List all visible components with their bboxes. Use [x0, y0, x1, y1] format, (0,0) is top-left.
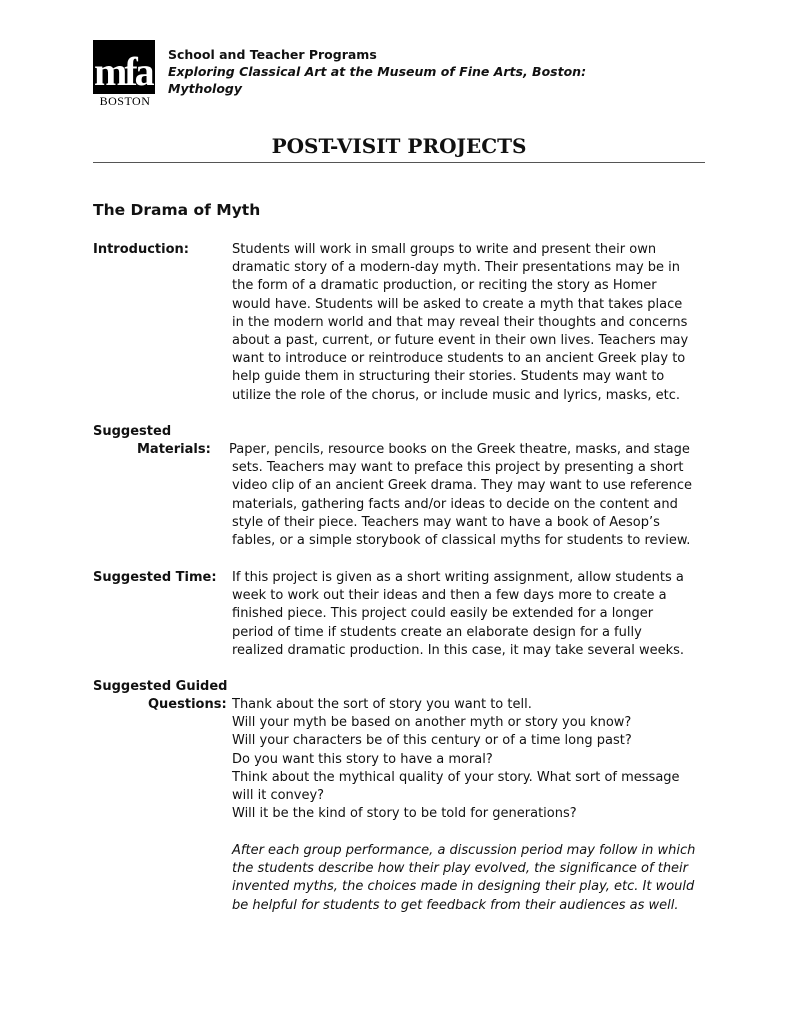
- text-line: Do you want this story to have a moral?: [232, 751, 493, 767]
- logo-city: BOSTON: [99, 94, 151, 108]
- text-line: would have. Students will be asked to create a myth that takes place: [232, 296, 683, 312]
- text-line: sets. Teachers may want to preface this project by presenting a short: [232, 460, 684, 476]
- materials-label-line-2: Materials:: [137, 442, 211, 457]
- program-header: [168, 46, 586, 97]
- text-line: realized dramatic production. In this case, it may take several weeks.: [232, 642, 685, 658]
- text-line: will it convey?: [232, 788, 325, 804]
- text-line: Thank about the sort of story you want to tell.: [232, 697, 532, 712]
- questions-label-line-2: Questions:: [148, 697, 227, 712]
- page-title: POST-VISIT PROJECTS: [271, 134, 527, 158]
- text-line: Students will work in small groups to write and present their own: [232, 242, 657, 257]
- text-line: the students describe how their play evolved, the significance of their: [232, 861, 689, 877]
- text-line: fables, or a simple storybook of classical myths for students to review.: [232, 533, 691, 549]
- text-line: Will your myth be based on another myth or story you know?: [232, 715, 632, 731]
- materials-label-line-1: Suggested: [93, 424, 172, 439]
- text-line: Think about the mythical quality of your story. What sort of message: [232, 769, 680, 785]
- header-line-3: Mythology: [168, 81, 243, 96]
- introduction-label: Introduction:: [93, 242, 189, 257]
- text-line: invented myths, the choices made in designing their play, etc. It would: [232, 879, 695, 895]
- text-line: period of time if students create an elaborate design for a fully: [232, 624, 642, 640]
- text-line: finished piece. This project could easily be extended for a longer: [232, 606, 654, 622]
- text-line: the form of a dramatic production, or reciting the story as Homer: [232, 278, 657, 294]
- text-line: dramatic story of a modern-day myth. Their presentations may be in: [232, 260, 680, 276]
- text-line: week to work out their ideas and then a few days more to create a: [232, 588, 667, 604]
- text-line: be helpful for students to get feedback from their audiences as well.: [232, 897, 679, 913]
- text-line: video clip of an ancient Greek drama. They may want to use reference: [232, 478, 693, 494]
- mfa-logo: [93, 40, 157, 108]
- text-line: utilize the role of the chorus, or include music and lyrics, masks, etc.: [232, 387, 681, 403]
- materials-text: [229, 441, 692, 550]
- section-title: The Drama of Myth: [93, 201, 261, 219]
- text-line: materials, gathering facts and/or ideas to decide on the content and: [232, 496, 678, 512]
- text-line: style of their piece. Teachers may want to have a book of Aesop’s: [232, 514, 660, 530]
- text-line: help guide them in structuring their stories. Students may want to: [232, 369, 665, 385]
- text-line: in the modern world and that may reveal their thoughts and concerns: [232, 314, 688, 330]
- text-line: If this project is given as a short writing assignment, allow students a: [232, 570, 684, 585]
- questions-label-line-1: Suggested Guided: [93, 679, 228, 694]
- logo-mark: [93, 40, 155, 94]
- text-line: Will it be the kind of story to be told for generations?: [232, 806, 577, 822]
- text-line: want to introduce or reintroduce students to an ancient Greek play to: [232, 351, 686, 367]
- title-divider: [93, 162, 705, 163]
- text-line: about a past, current, or future event in their own lives. Teachers may: [232, 333, 689, 349]
- text-line: After each group performance, a discussion period may follow in which: [232, 843, 696, 858]
- questions-text: [232, 696, 680, 823]
- header-line-1: School and Teacher Programs: [168, 47, 377, 62]
- time-label: Suggested Time:: [93, 570, 217, 585]
- text-line: Paper, pencils, resource books on the Greek theatre, masks, and stage: [229, 442, 690, 457]
- logo-letters: mfa: [94, 49, 152, 94]
- introduction-text: [232, 241, 688, 405]
- text-line: Will your characters be of this century or of a time long past?: [232, 733, 632, 749]
- discussion-note: [232, 842, 695, 915]
- time-text: [232, 569, 684, 660]
- header-line-2: Exploring Classical Art at the Museum of Fine Arts, Boston:: [168, 64, 587, 79]
